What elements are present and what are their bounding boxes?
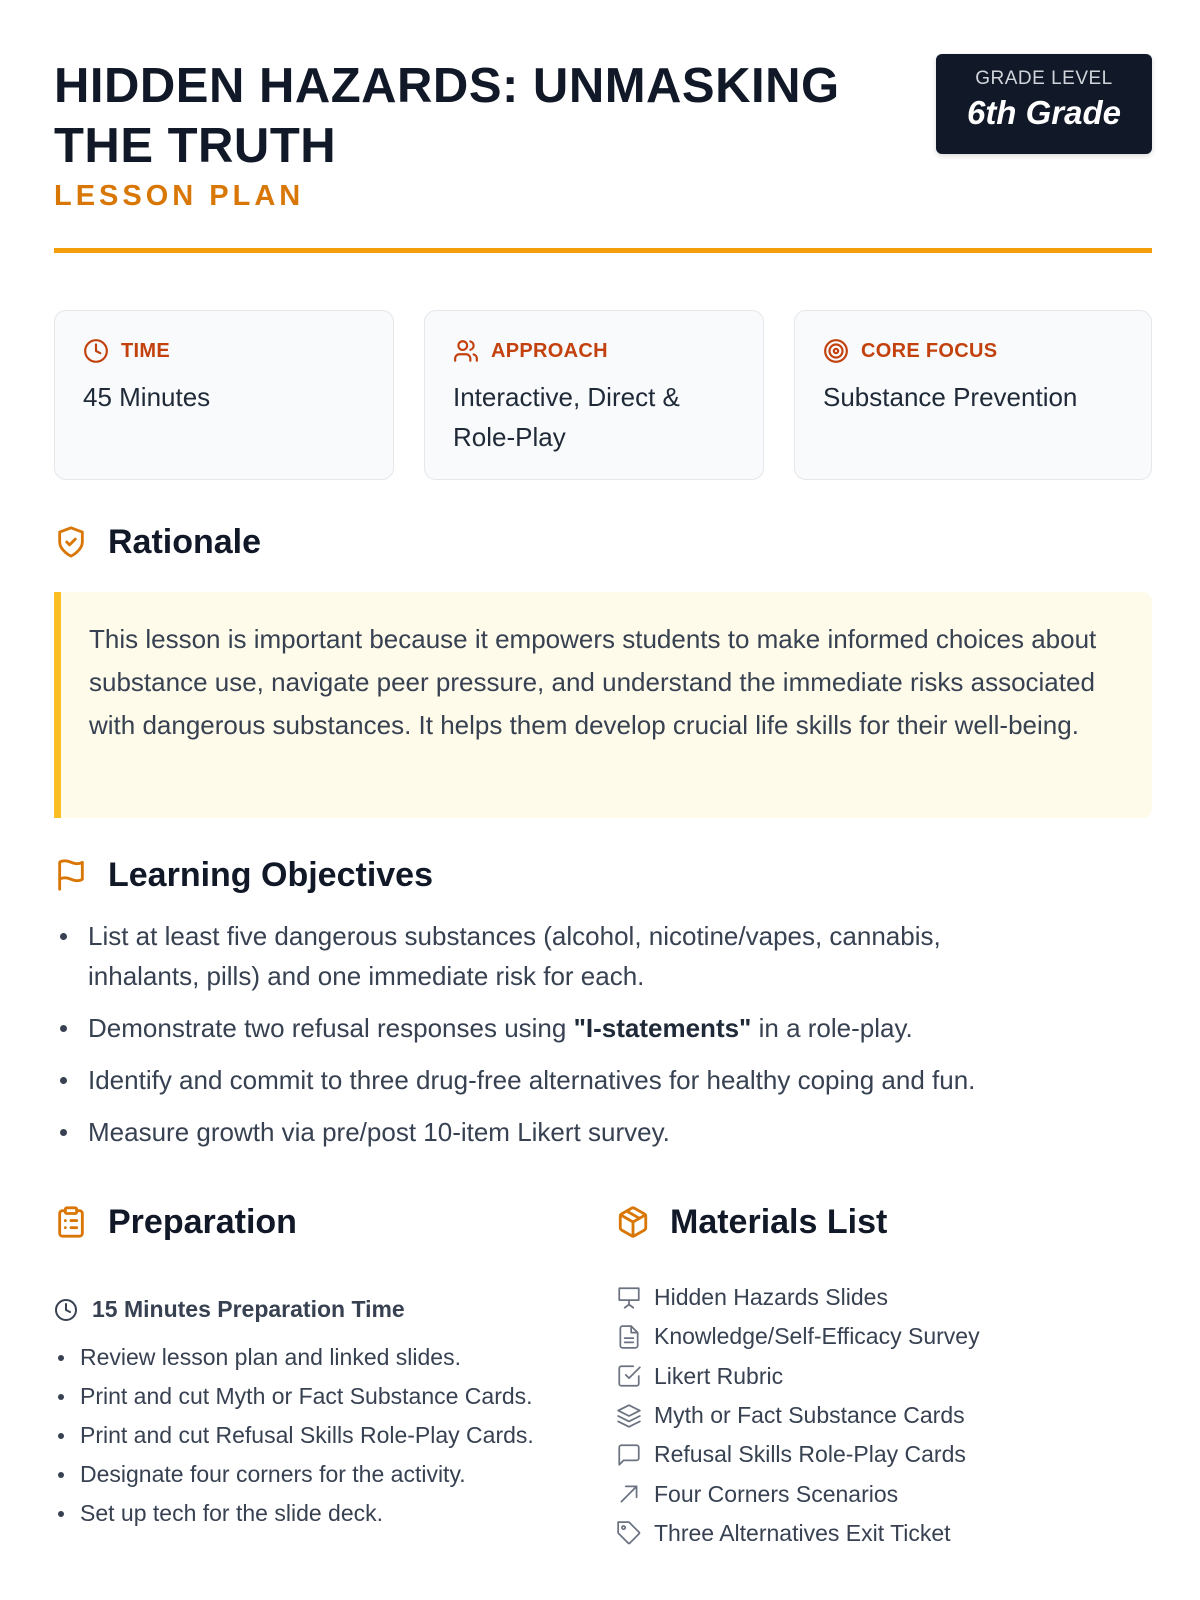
material-item [616,1357,1152,1396]
clock-icon [83,338,109,364]
preparation-time [54,1296,405,1323]
ticket-icon [616,1520,642,1546]
page-subtitle: LESSON PLAN [54,180,305,212]
grade-level-label: GRADE LEVEL [975,68,1113,89]
card-title: APPROACH [491,339,608,362]
rationale-heading [54,520,261,564]
material-item [616,1514,1152,1553]
card-value: Substance Prevention [823,382,1078,412]
clock-icon [54,1298,78,1322]
file-text-icon [616,1324,642,1350]
preparation-item: Print and cut Refusal Skills Role-Play Cards. [54,1416,594,1455]
info-cards [54,310,1152,480]
section-title: Preparation [108,1202,297,1241]
time-card [54,310,394,480]
material-label: Refusal Skills Role-Play Cards [654,1441,966,1468]
objectives-list [54,916,1152,1164]
preparation-time-label: 15 Minutes Preparation Time [92,1296,405,1322]
objective-text: in a role-play. [751,1013,913,1043]
card-title: CORE FOCUS [861,339,998,362]
material-label: Myth or Fact Substance Cards [654,1402,965,1429]
objective-item: List at least five dangerous substances (alcohol, nicotine/vapes, cannabis, inhalants, pills) and one immediate risk for each. [54,916,1044,996]
material-item [616,1278,1152,1317]
preparation-item: Set up tech for the slide deck. [54,1494,594,1533]
objective-item: Identify and commit to three drug-free alternatives for healthy coping and fun. [54,1060,1152,1100]
check-square-icon [616,1363,642,1389]
objective-text: Demonstrate two refusal responses using [88,1013,574,1043]
page-title: HIDDEN HAZARDS: UNMASKING THE TRUTH [54,59,840,173]
message-square-icon [616,1442,642,1468]
layers-icon [616,1403,642,1429]
header [54,52,1152,252]
core-focus-card [794,310,1152,480]
preparation-item: Print and cut Myth or Fact Substance Cards. [54,1377,594,1416]
grade-level-value: 6th Grade [966,94,1122,131]
approach-card [424,310,764,480]
material-label: Four Corners Scenarios [654,1480,899,1507]
users-icon [453,338,479,364]
material-item [616,1474,1152,1513]
grade-level-badge [936,54,1152,154]
arrow-up-right-icon [616,1481,642,1507]
card-value: 45 Minutes [83,382,211,412]
rationale-callout: This lesson is important because it empowers students to make informed choices about substance use, navigate peer pressure, and understand the immediate risks associated with dangerous substances. It helps them develop crucial life skills for their well-being. [54,592,1152,818]
card-value: Interactive, Direct & Role-Play [453,382,680,452]
material-label: Three Alternatives Exit Ticket [654,1519,951,1546]
target-icon [823,338,849,364]
objective-item [54,1008,1152,1048]
header-divider [54,248,1152,253]
material-item [616,1435,1152,1474]
objective-emphasis: "I-statements" [573,1013,752,1043]
material-item [616,1396,1152,1435]
material-label: Hidden Hazards Slides [654,1284,888,1311]
materials-list [616,1278,1152,1553]
material-item [616,1317,1152,1356]
material-label: Likert Rubric [654,1362,784,1389]
objectives-heading [54,853,433,897]
section-title: Learning Objectives [108,855,433,894]
objective-item: Measure growth via pre/post 10-item Likert survey. [54,1112,1152,1152]
flag-icon [54,858,88,892]
lesson-plan-page [54,52,1152,1546]
preparation-heading [54,1200,297,1244]
clipboard-list-icon [54,1205,88,1239]
presentation-icon [616,1285,642,1311]
section-title: Materials List [670,1202,888,1241]
preparation-list [54,1338,594,1533]
materials-heading [616,1200,887,1244]
section-title: Rationale [108,522,262,561]
preparation-item: Designate four corners for the activity. [54,1455,594,1494]
material-label: Knowledge/Self-Efficacy Survey [654,1323,980,1350]
card-title: TIME [121,339,170,362]
package-icon [616,1205,650,1239]
shield-check-icon [54,525,88,559]
preparation-item: Review lesson plan and linked slides. [54,1338,594,1377]
